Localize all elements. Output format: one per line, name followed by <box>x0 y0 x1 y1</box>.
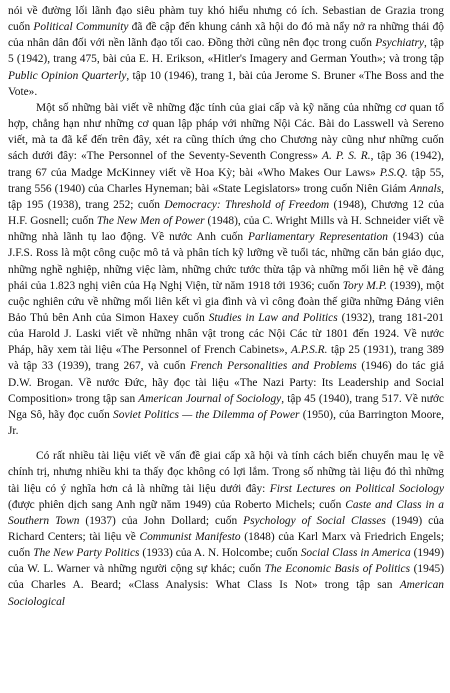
body-text: (1933) của A. N. Holcombe; cuốn <box>139 547 301 560</box>
body-text: (1948), của C. Wright Mills và H. Schneider viết về những nhà lãnh tụ lao động. Về nước Anh cuốn <box>8 215 444 244</box>
document-body <box>8 3 444 610</box>
body-text: (1943) của J.F.S. Ross là một công cuộc mô tả và phân tích kỹ lưỡng về tuổi tác, những căn bản giáo dục, những nghề nghiệp, những việc làm, những chức tước thừa tập và những mối liên hệ về đảng phái của 1.823 nghị viên của Hạ Nghị Viện, từ năm 1918 tới 1936; cuốn <box>8 231 444 292</box>
paragraph <box>8 100 444 439</box>
body-text: (1950), của Barrington Moore, Jr. <box>8 408 444 438</box>
body-text: đã đề cập đến khung cảnh xã hội do đó mà nẩy nở ra những thái độ của nhân dân đối với nền lãnh đạo tối cao. Đồng thời cũng nên đọc trong cuốn <box>8 21 444 50</box>
body-text: nói về đường lối lãnh đạo siêu phàm tuy khó hiểu nhưng có ích. Sebastian de Grazia trong cuốn <box>8 5 444 34</box>
italic-title-text: Caste and Class in a Southern Town <box>8 498 444 527</box>
italic-title-text: The New Party Politics <box>33 547 140 560</box>
body-text: (1948), Chương 12 của H.F. Gosnell; cuốn <box>8 198 445 228</box>
body-text: , tập 36 (1942), trang 67 của Madge McKinney viết về Hoa Kỳ; bài «Who Makes Our Laws» <box>8 150 444 179</box>
italic-title-text: The New Men of Power <box>96 215 205 228</box>
body-text: Một số những bài viết về những đặc tính của giai cấp và kỹ năng của những cơ quan tổ hợp, chẳng hạn như những cơ quan lập pháp với những Nội Các. Bài do Lasswell và Sereno viết, mà ta đã kể đến trên đây, xét ra cũng thích ứng cho Chương này cũng như những cuốn sách dưới đây: «The Personnel of the Seventy-Seventh Congress» <box>8 101 444 163</box>
italic-title-text: Annals <box>409 182 442 195</box>
italic-title-text: American Journal of Sociology <box>138 392 282 405</box>
italic-title-text: Political Community <box>33 21 129 34</box>
body-text: (1946) do tác giả D.W. Brogan. Về nước Đức, hãy đọc tài liệu «The Nazi Party: Its Leadership and Social Composition» trong tập san <box>8 360 444 405</box>
body-text: (1937) của John Dollard; cuốn <box>79 514 244 527</box>
italic-title-text: American Sociological <box>8 579 444 608</box>
italic-title-text: Social Class in America <box>300 547 411 560</box>
body-text: , tập 10 (1946), trang 1, bài của Jerome S. Bruner «The Boss and the Vote». <box>8 69 444 98</box>
italic-title-text: Public Opinion Quarterly <box>8 69 127 82</box>
italic-title-text: Studies in Law and Politics <box>208 311 338 324</box>
paragraph <box>8 448 444 610</box>
italic-title-text: Communist Manifesto <box>139 531 241 543</box>
italic-title-text: The Economic Basis of Politics <box>264 563 411 576</box>
italic-title-text: A. P. S. R. <box>322 150 371 163</box>
body-text: Có rất nhiều tài liệu viết về vấn đề giai cấp xã hội và tính cách biến chuyển mau lẹ về chính trị, nhưng nhiều khi ta thấy đọc không có lợi lắm. Trong số những tài liệu đó thì những tài liệu có ý nghĩa hơn cả là những tài liệu dưới đây: <box>8 450 444 495</box>
italic-title-text: Parliamentary Representation <box>248 231 388 244</box>
body-text: , tập 5 (1942), trang 475, bài của E. H. Erikson, «Hitler's Imagery and German Youth»; và trong tập <box>8 37 444 66</box>
italic-title-text: P.S.Q. <box>379 166 408 179</box>
body-text: (1949) của W. L. Warner và những người cộng sự khác; cuốn <box>8 547 444 576</box>
body-text: , tập 45 (1940), trang 517. Về nước Nga Sô, hãy đọc cuốn <box>8 392 444 421</box>
italic-title-text: Psychiatry <box>375 37 424 50</box>
italic-title-text: A.P.S.R. <box>291 344 328 357</box>
body-text: (1932), trang 181-201 của Harold J. Laski viết về những nhân vật trong các Nội Các từ 1801 đến 1924. Về nước Pháp, hãy xem tài liệu «The Personnel of French Cabinets», <box>8 311 444 357</box>
italic-title-text: Soviet Politics — the Dilemma of Power <box>113 408 300 421</box>
italic-title-text: Democracy: Threshold of Freedom <box>164 198 330 211</box>
italic-title-text: French Personalities and Problems <box>190 360 357 373</box>
body-text: (1945) của Charles A. Beard; «Class Analysis: What Class Is Not» trong tập san <box>8 563 445 592</box>
body-text: (1949) của Richard Centers; tài liệu về <box>8 514 444 543</box>
italic-title-text: First Lectures on Political Sociology <box>269 482 444 495</box>
body-text: , tập 195 (1938), trang 252; cuốn <box>8 182 444 211</box>
body-text: (1848) của Karl Marx và Friedrich Engels; cuốn <box>8 531 444 560</box>
body-text: (được phiên dịch sang Anh ngữ năm 1949) của Roberto Michels; cuốn <box>8 498 346 511</box>
body-text: tập 25 (1931), trang 389 và tập 33 (1939), trang 267, và cuốn <box>8 344 445 373</box>
italic-title-text: Psychology of Social Classes <box>243 514 386 527</box>
body-text: tập 55, trang 556 (1940) của Charles Hyneman; bài «State Legislators» trong cuốn Niên Giám <box>8 166 444 195</box>
body-text: (1939), một cuộc nghiên cứu về những mối liên kết vì gia đình và vì công đoàn thế giữa những Đảng viên Bảo Thủ bên Anh của Simon Haxey cuốn <box>8 279 444 324</box>
paragraph <box>8 3 444 100</box>
italic-title-text: Tory M.P. <box>342 279 387 292</box>
